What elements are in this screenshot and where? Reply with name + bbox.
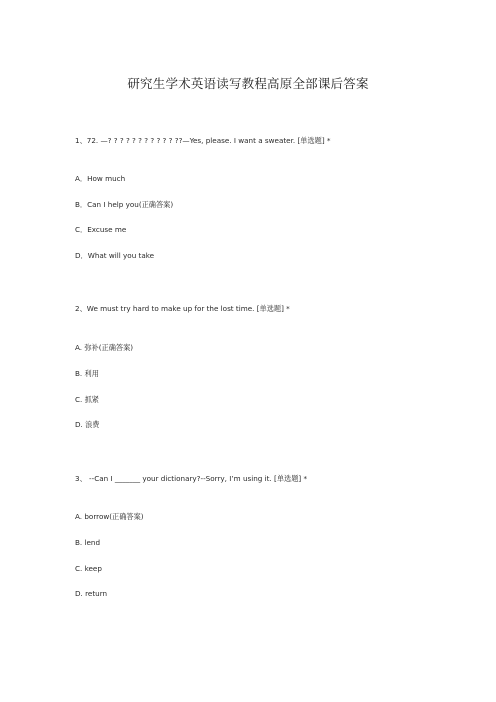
question-2-option-d: D. 浪费 (75, 420, 100, 429)
question-3-stem: 3、 --Can I _______ your dictionary?--Sorry, I’m using it. [单选题] * (75, 474, 308, 483)
question-3-option-d: D. return (75, 589, 108, 598)
question-3-option-c: C. keep (75, 564, 102, 573)
question-2-stem: 2、We must try hard to make up for the lost time. [单选题] * (75, 304, 290, 313)
question-1-option-d: D．What will you take (75, 251, 155, 260)
question-2-option-c: C. 抓紧 (75, 395, 99, 404)
question-3-option-a: A. borrow(正确答案) (75, 512, 144, 521)
question-2-option-b: B. 利用 (75, 369, 99, 378)
question-1-stem: 1、72. —? ? ? ? ? ? ? ? ? ? ? ??—Yes, please. I want a sweater. [单选题] * (75, 136, 331, 145)
document-title: 研究生学术英语读写教程高原全部课后答案 (127, 76, 369, 91)
question-1-option-b: B．Can I help you(正确答案) (75, 200, 174, 209)
question-2-option-a: A. 弥补(正确答案) (75, 343, 134, 352)
question-3-option-b: B. lend (75, 538, 101, 547)
question-1-option-a: A．How much (75, 174, 126, 183)
question-1-option-c: C．Excuse me (75, 225, 127, 234)
